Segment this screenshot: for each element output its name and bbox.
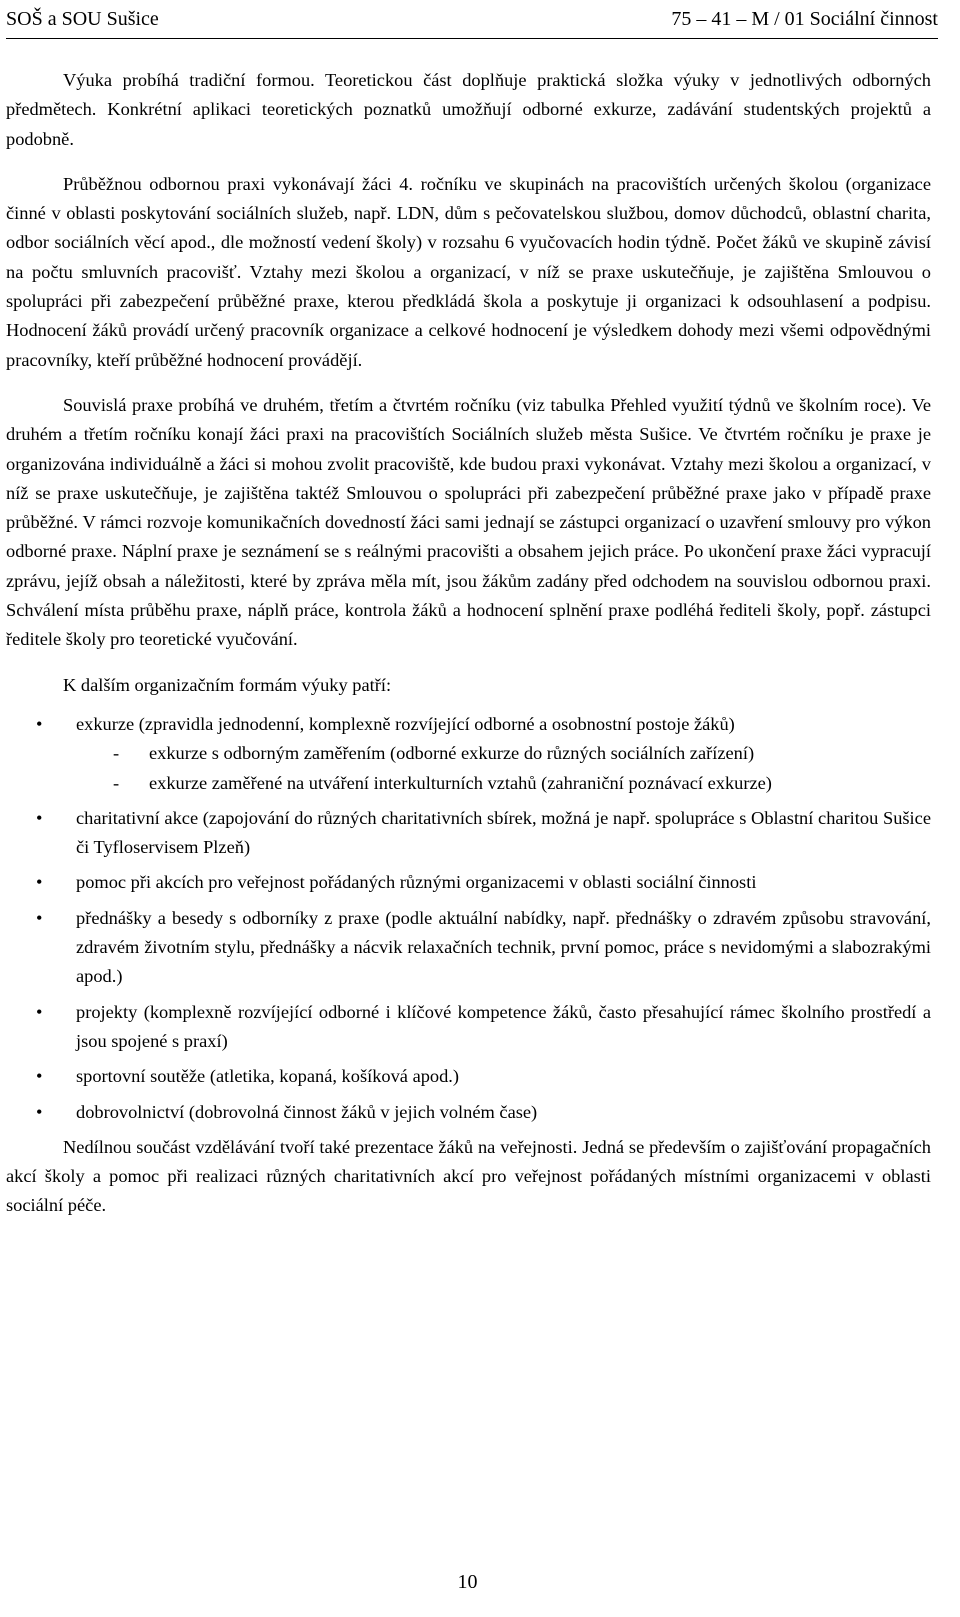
sublist-item-text: exkurze s odborným zaměřením (odborné exkurze do různých sociálních zařízení) — [149, 743, 755, 764]
sublist-item — [76, 769, 931, 798]
list-item — [6, 1062, 931, 1091]
paragraph-teaching-form: Výuka probíhá tradiční formou. Teoretickou část doplňuje praktická složka výuky v jednotlivých odborných předmětech. Konkrétní aplikaci teoretických poznatků umožňují odborné exkurze, zadávání studentských projektů a podobně. — [6, 70, 931, 149]
list-item-text: pomoc při akcích pro veřejnost pořádaných různými organizacemi v oblasti sociální činnosti — [76, 872, 757, 893]
bullet-icon: • — [36, 807, 43, 828]
paragraph-list-intro: K dalším organizačním formám výuky patří: — [63, 674, 392, 695]
excursion-sublist — [76, 739, 931, 798]
sublist-item — [76, 739, 931, 768]
page-number: 10 — [457, 1571, 478, 1593]
document-body — [6, 66, 931, 1221]
paragraph-ongoing-practice: Průběžnou odbornou praxi vykonávají žáci 4. ročníku ve skupinách na pracovištích určených školou (organizace činné v oblasti poskytování sociálních služeb, např. LDN, dům s pečovatelskou službou, domov důchodců, oblastní charita, odbor sociálních věcí apod., dle možností vedení školy) v rozsahu 6 vyučovacích hodin týdně. Počet žáků ve skupině závisí na počtu smluvních pracovišť. Vztahy mezi školou a organizací, v níž se praxe uskutečňuje, je zajištěna Smlouvou o spolupráci při zabezpečení průběžné praxe, kterou předkládá škola a poskytuje ji organizaci k odsouhlasení a podpisu. Hodnocení žáků provádí určený pracovník organizace a celkové hodnocení je výsledkem dohody mezi všemi odpovědnými pracovníky, kteří průběžné hodnocení provádějí. — [6, 173, 931, 370]
bullet-icon: • — [36, 1001, 43, 1022]
list-item-text: charitativní akce (zapojování do různých charitativních sbírek, možná je např. spolupráce s Oblastní charitou Sušice či Tyfloservisem Plzeň) — [76, 807, 931, 858]
list-item-text: projekty (komplexně rozvíjející odborné i klíčové kompetence žáků, často přesahující rámec školního prostředí a jsou spojené s praxí) — [76, 1001, 931, 1051]
list-item-text: přednášky a besedy s odborníky z praxe (podle aktuální nabídky, např. přednášky o zdravém způsobu stravování, zdravém životním stylu, přednášky a nácvik relaxačních technik, první pomoc, práce s nevidomými a slabozrakými apod.) — [76, 907, 931, 987]
dash-icon: - — [113, 743, 120, 764]
sublist-item-text: exkurze zaměřené na utváření interkulturních vztahů (zahraniční poznávací exkurze) — [149, 772, 772, 793]
paragraph-public-presentation: Nedílnou součást vzdělávání tvoří také prezentace žáků na veřejnosti. Jedná se především o zajišťování propagačních akcí školy a pomoc při realizaci různých charitativních akcí pro veřejnost pořádaných místními organizacemi v oblasti sociální péče. — [6, 1136, 931, 1216]
paragraph-continuous-practice: Souvislá praxe probíhá ve druhém, třetím a čtvrtém ročníku (viz tabulka Přehled využití týdnů ve školním roce). Ve druhém a třetím ročníku konají žáci praxi na pracovištích Sociálních služeb města Sušice. Ve čtvrtém ročníku je praxe je organizována individuálně a žáci si mohou zvolit pracoviště, kde budou praxi vykonávat. Vztahy mezi školou a organizací, v níž se praxe uskutečňuje, je zajištěna taktéž Smlouvou o spolupráci při zabezpečení průběžné praxe jako v případě praxe průběžné. V rámci rozvoje komunikačních dovedností žáci sami jednají se zástupci organizací o uzavření smlouvy pro výkon odborné praxe. Náplní praxe je seznámení se s reálnými pracovišti a obsahem jejich práce. Po ukončení praxe žáci vypracují zprávu, jejíž obsah a náležitosti, které by zpráva měla mít, jsou žákům zadány před odchodem na souvislou odbornou praxi. Schválení místa průběhu praxe, náplň práce, kontrola žáků a hodnocení splnění praxe podléhá řediteli školy, popř. zástupci ředitele školy pro teoretické vyučování. — [6, 394, 931, 650]
list-item — [6, 710, 931, 798]
bullet-icon: • — [36, 872, 43, 893]
list-item — [6, 1098, 931, 1127]
bullet-icon: • — [36, 907, 43, 928]
bullet-icon: • — [36, 1101, 43, 1122]
list-item-text: dobrovolnictví (dobrovolná činnost žáků v jejich volném čase) — [76, 1101, 538, 1122]
list-item — [6, 998, 931, 1057]
list-item — [6, 904, 931, 992]
bullet-icon: • — [36, 1066, 43, 1087]
header-program-code: 75 – 41 – M / 01 Sociální činnost — [671, 8, 938, 30]
list-item — [6, 868, 931, 897]
organizational-forms-list — [6, 710, 931, 1127]
list-item — [6, 804, 931, 863]
bullet-icon: • — [36, 713, 43, 734]
dash-icon: - — [113, 772, 120, 793]
list-item-text: exkurze (zpravidla jednodenní, komplexně rozvíjející odborné a osobnostní postoje žáků) — [76, 713, 735, 734]
list-item-text: sportovní soutěže (atletika, kopaná, košíková apod.) — [76, 1066, 460, 1087]
header-school-name: SOŠ a SOU Sušice — [6, 8, 159, 30]
page-header — [6, 4, 938, 39]
